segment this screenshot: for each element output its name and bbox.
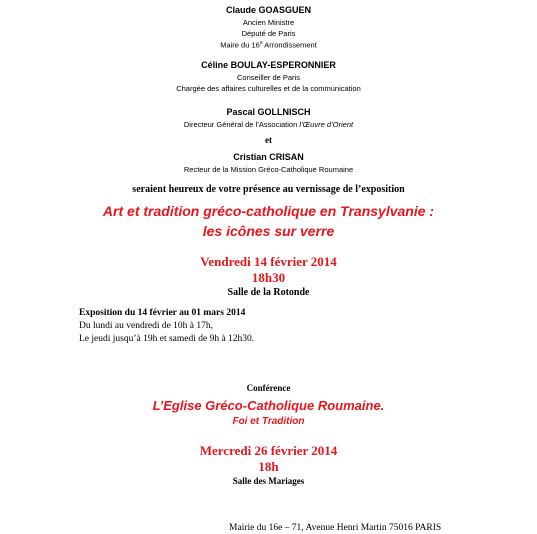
conference-label: Conférence <box>246 383 291 393</box>
host-role: Chargée des affaires culturelles et de la communication <box>176 84 361 93</box>
host-role: Conseiller de Paris <box>237 73 300 82</box>
host-name-boulay-esperonnier: Céline BOULAY-ESPERONNIER <box>201 60 336 70</box>
host-role: Recteur de la Mission Gréco-Catholique Roumaine <box>183 165 354 174</box>
conference-subtitle: Foi et Tradition <box>232 416 305 427</box>
host-name-crisan: Cristian CRISAN <box>233 152 304 162</box>
invite-line: seraient heureux de votre présence au vernissage de l’exposition <box>132 184 405 195</box>
host-name-gollnisch: Pascal GOLLNISCH <box>226 107 311 117</box>
conjunction: et <box>265 135 272 145</box>
host-role: Directeur Général de l’Association l’Œuvre d’Orient <box>183 120 354 129</box>
exhibition-date: Vendredi 14 février 2014 <box>200 254 337 269</box>
exhibition-time: 18h30 <box>251 270 286 285</box>
conference-venue: Salle des Mariages <box>232 476 305 486</box>
exhibition-title-line2: les icônes sur verre <box>202 223 335 239</box>
footer-address: Mairie du 16e – 71, Avenue Henri Martin 75016 PARIS <box>229 523 442 533</box>
host-role: Député de Paris <box>241 29 296 38</box>
host-role: Maire du 16e Arrondissement <box>220 40 317 50</box>
exhibition-period: Exposition du 14 février au 01 mars 2014 <box>79 308 246 318</box>
exhibition-hours-2: Le jeudi jusqu’à 19h et samedi de 9h à 12h30. <box>79 334 255 344</box>
conference-title: L’Eglise Gréco-Catholique Roumaine. <box>152 398 385 413</box>
host-name-goasguen: Claude GOASGUEN <box>225 5 312 15</box>
conference-date: Mercredi 26 février 2014 <box>199 443 338 458</box>
exhibition-title-line1: Art et tradition gréco-catholique en Transylvanie : <box>102 203 435 219</box>
host-role: Ancien Ministre <box>242 18 295 27</box>
exhibition-venue: Salle de la Rotonde <box>227 287 310 298</box>
conference-time: 18h <box>258 459 279 474</box>
exhibition-hours-1: Du lundi au vendredi de 10h à 17h, <box>79 321 214 331</box>
